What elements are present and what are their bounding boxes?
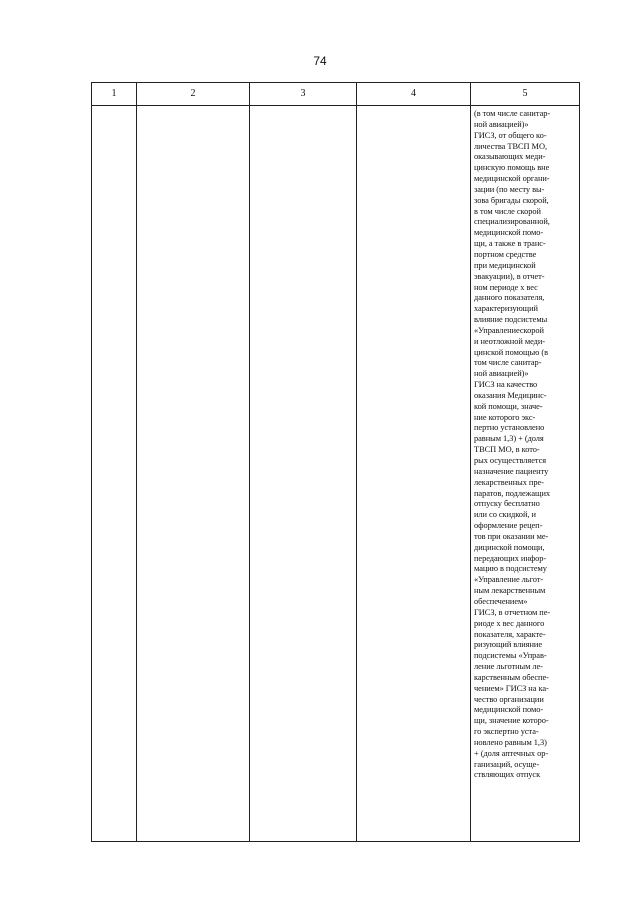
formula-line: чением» ГИСЗ на ка- <box>474 683 549 693</box>
formula-line: ной авиацией)» <box>474 119 529 129</box>
formula-line: передающих инфор- <box>474 553 547 563</box>
formula-line: зации (по месту вы- <box>474 184 545 194</box>
formula-line: дицинской помощи, <box>474 542 545 552</box>
formula-line: медицинской помо- <box>474 228 544 238</box>
table-cell-col4 <box>357 106 471 842</box>
formula-line: портном средстве <box>474 249 537 259</box>
formula-line: цинской помощью (в <box>474 347 549 357</box>
formula-line: показателя, характе- <box>474 629 546 639</box>
formula-line: кой помощи, значе- <box>474 401 543 411</box>
formula-line: ГИСЗ на качество <box>474 380 538 390</box>
formula-line: ным лекарственным <box>474 586 546 596</box>
formula-line: и неотложной меди- <box>474 336 546 346</box>
table-cell-col1 <box>92 106 137 842</box>
formula-line: ние которого экс- <box>474 412 536 422</box>
formula-line: новлено равным 1,3) <box>474 737 547 747</box>
table-row <box>92 106 580 842</box>
formula-line: назначение пациенту <box>474 466 549 476</box>
formula-line: обеспечением» <box>474 596 528 606</box>
formula-line: подсистемы «Управ- <box>474 651 547 661</box>
formula-line: личества ТВСП МО, <box>474 141 548 151</box>
formula-line: паратов, подлежащих <box>474 488 551 498</box>
formula-line: в том числе скорой <box>474 206 541 216</box>
formula-line: равным 1,3) + (доля <box>474 434 544 444</box>
formula-line: характеризующий <box>474 304 538 314</box>
formula-line: или со скидкой, и <box>474 510 536 520</box>
table-cell-col5 <box>471 106 580 842</box>
formula-line: рых осуществляется <box>474 456 547 465</box>
formula-line: медицинской помо- <box>474 705 544 715</box>
formula-line: ГИСЗ, в отчетном пе- <box>474 607 551 617</box>
page-number: 74 <box>313 54 327 68</box>
formula-line: медицинской органи- <box>474 174 550 184</box>
table-header-row <box>92 83 580 106</box>
table-cell-col3 <box>250 106 357 842</box>
formula-line: ризующий влияние <box>474 640 542 650</box>
table-cell-col2 <box>137 106 250 842</box>
formula-line: ГИСЗ, от общего ко- <box>474 130 547 140</box>
formula-line: риоде х вес данного <box>474 618 545 628</box>
formula-line: лекарственных пре- <box>474 477 544 487</box>
formula-line: данного показателя, <box>474 293 545 303</box>
formula-line: оформление рецеп- <box>474 521 543 531</box>
formula-line: щи, а также в транс- <box>474 239 546 249</box>
column-header-3: 3 <box>250 83 357 106</box>
formula-line: ление льготным ле- <box>474 662 543 672</box>
column-header-5: 5 <box>471 83 580 106</box>
formula-line: специализированной, <box>474 217 550 227</box>
formula-line: цинскую помощь вне <box>474 163 550 173</box>
formula-line: щи, значение которо- <box>474 716 549 726</box>
document-table <box>91 82 580 842</box>
column-header-2: 2 <box>137 83 250 106</box>
formula-line: мацию в подсистему <box>474 564 547 574</box>
formula-line: чество организации <box>474 694 544 704</box>
formula-line: эвакуации), в отчет- <box>474 271 545 281</box>
formula-line: ТВСП МО, в кото- <box>474 445 540 455</box>
formula-line: пертно установлено <box>474 423 545 433</box>
formula-line: «Управлениескорой <box>474 325 544 335</box>
formula-line: тов при оказании ме- <box>474 531 549 541</box>
formula-line: зова бригады скорой, <box>474 195 549 205</box>
formula-line: ной авиацией)» <box>474 369 529 379</box>
formula-line: том числе санитар- <box>474 358 542 368</box>
formula-line: карственным обеспе- <box>474 672 549 682</box>
formula-line: го экспертно уста- <box>474 727 539 737</box>
formula-line: отпуску бесплатно <box>474 499 540 509</box>
formula-line: оказывающих меди- <box>474 152 546 162</box>
formula-text <box>474 109 577 781</box>
column-header-1: 1 <box>92 83 137 106</box>
formula-line: ном периоде х вес <box>474 282 538 292</box>
formula-line: ствляющих отпуск <box>474 770 541 780</box>
formula-line: (в том числе санитар- <box>474 109 551 118</box>
column-header-4: 4 <box>357 83 471 106</box>
formula-line: влияние подсистемы <box>474 315 548 325</box>
formula-line: ганизаций, осуще- <box>474 759 540 769</box>
formula-line: + (доля аптечных ор- <box>474 748 549 758</box>
formula-line: оказания Медицинс- <box>474 390 547 400</box>
formula-line: при медицинской <box>474 260 536 270</box>
formula-line: «Управление льгот- <box>474 575 544 585</box>
